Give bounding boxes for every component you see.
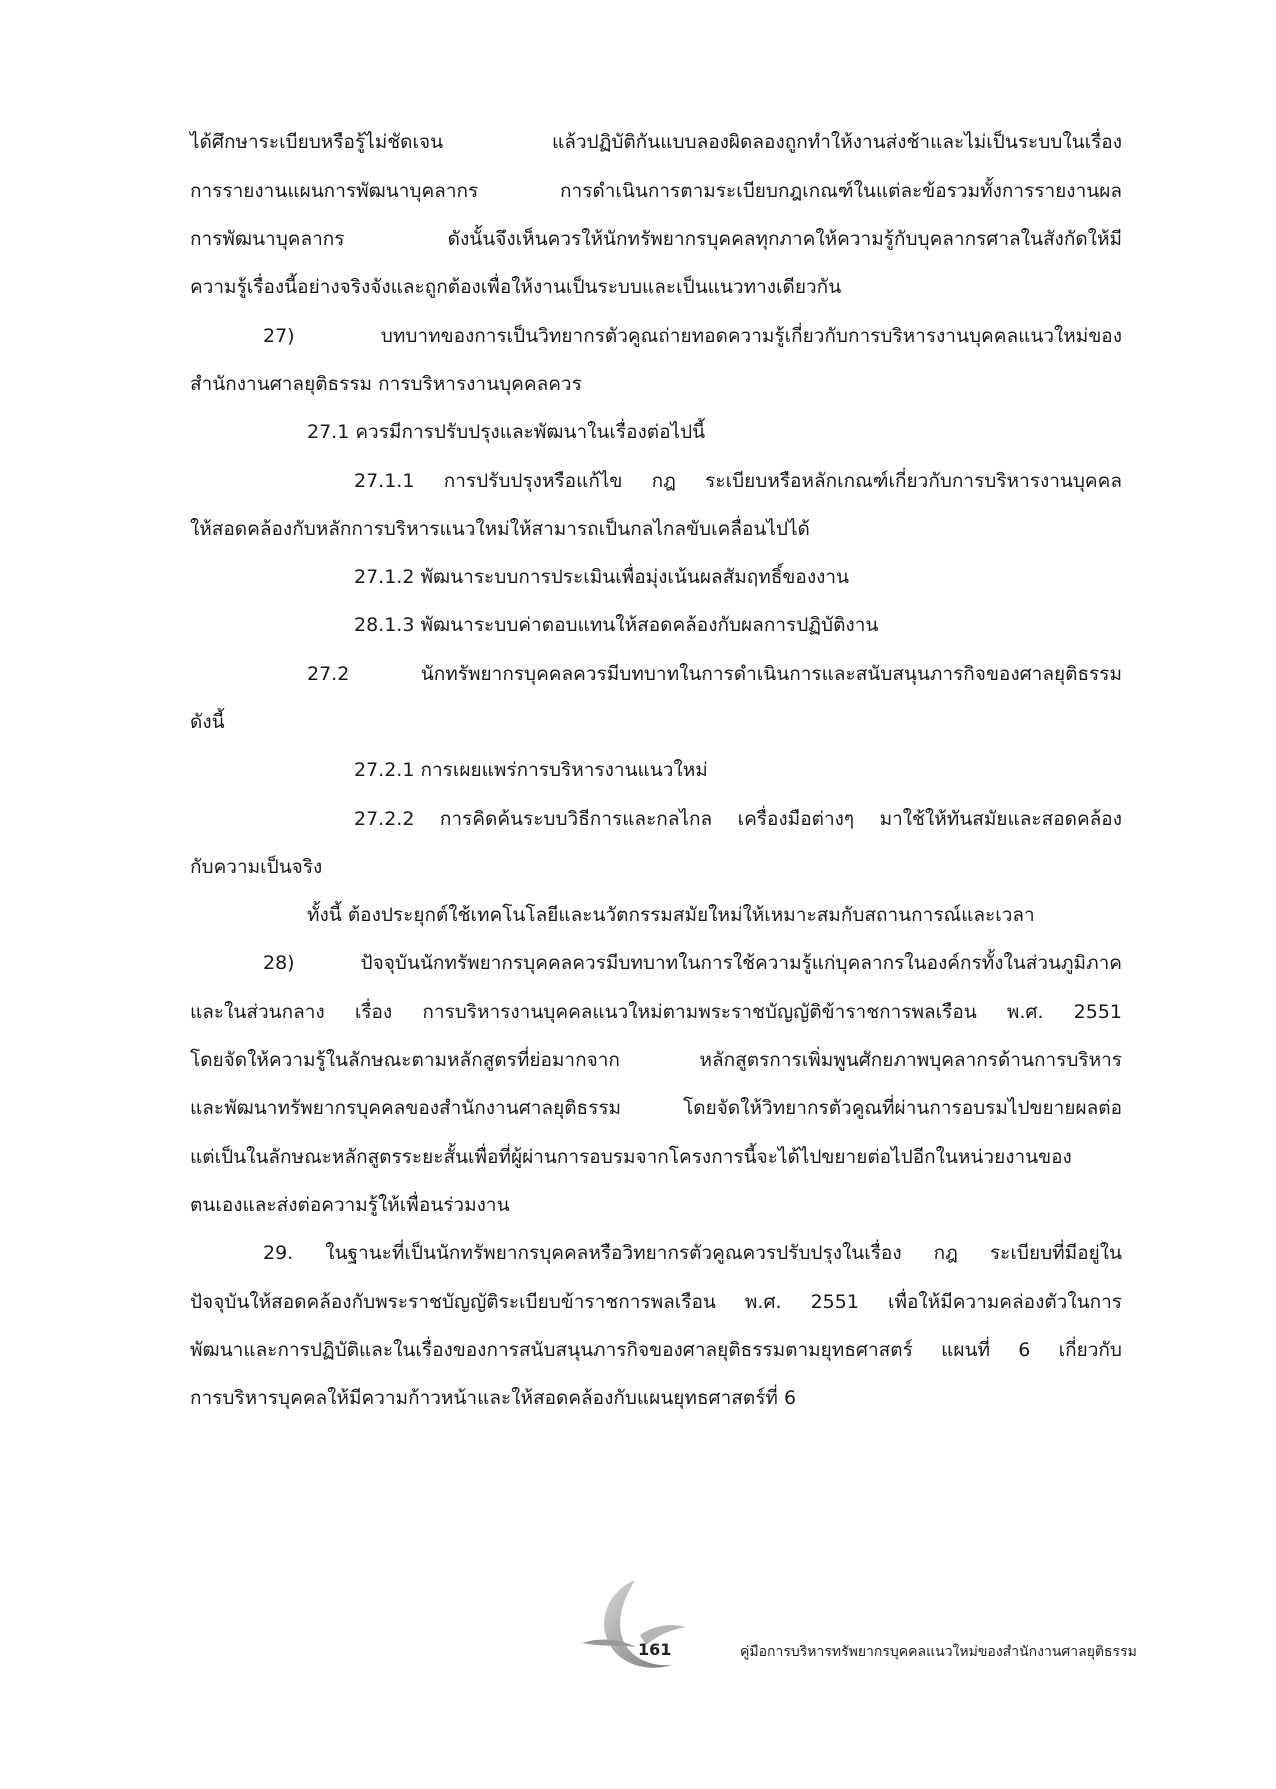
page-number: 161: [638, 1640, 672, 1659]
item-27-2-2: 27.2.2 การคิดค้นระบบวิธีการและกลไกล เครื่องมือต่างๆ มาใช้ให้ทันสมัยและสอดคล้อง: [354, 808, 1122, 830]
paragraph-line: ตนเองและส่งต่อความรู้ให้เพื่อนร่วมงาน: [190, 1194, 510, 1216]
paragraph-line: การบริหารบุคคลให้มีความก้าวหน้าและให้สอดคล้องกับแผนยุทธศาสตร์ที่ 6: [190, 1387, 797, 1409]
item-27-heading: 27) บทบาทของการเป็นวิทยากรตัวคูณถ่ายทอดความรู้เกี่ยวกับการบริหารงานบุคคลแนวใหม่ของ: [263, 325, 1122, 347]
paragraph-line: ได้ศึกษาระเบียบหรือรู้ไม่ชัดเจน แล้วปฏิบัติกันแบบลองผิดลองถูกทำให้งานส่งช้าและไม่เป็นระบบในเรื่อง: [190, 131, 1122, 153]
item-29-heading: 29. ในฐานะที่เป็นนักทรัพยากรบุคคลหรือวิทยากรตัวคูณควรปรับปรุงในเรื่อง กฎ ระเบียบที่มีอยู่ใน: [263, 1242, 1122, 1264]
item-28-1-3: 28.1.3 พัฒนาระบบค่าตอบแทนให้สอดคล้องกับผลการปฏิบัติงาน: [354, 614, 879, 636]
paragraph-line: โดยจัดให้ความรู้ในลักษณะตามหลักสูตรที่ย่อมากจาก หลักสูตรการเพิ่มพูนศักยภาพบุคลากรด้านการบริหาร: [190, 1049, 1122, 1071]
item-28-heading: 28) ปัจจุบันนักทรัพยากรบุคคลควรมีบทบาทในการใช้ความรู้แก่บุคลากรในองค์กรทั้งในส่วนภูมิภาค: [263, 952, 1122, 974]
swirl-logo-icon: [580, 1575, 690, 1685]
paragraph-line: แต่เป็นในลักษณะหลักสูตรระยะสั้นเพื่อที่ผู้ผ่านการอบรมจากโครงการนี้จะได้ไปขยายต่อไปอีกในหน่วยงานของ: [190, 1146, 1072, 1168]
paragraph-line: ความรู้เรื่องนี้อย่างจริงจังและถูกต้องเพื่อให้งานเป็นระบบและเป็นแนวทางเดียวกัน: [190, 276, 842, 298]
paragraph-line: ทั้งนี้ ต้องประยุกต์ใช้เทคโนโลยีและนวัตกรรมสมัยใหม่ให้เหมาะสมกับสถานการณ์และเวลา: [307, 904, 1035, 926]
paragraph-line: กับความเป็นจริง: [190, 856, 323, 878]
paragraph-line: และพัฒนาทรัพยากรบุคคลของสำนักงานศาลยุติธรรม โดยจัดให้วิทยากรตัวคูณที่ผ่านการอบรมไปขยายผลต่อ: [190, 1097, 1122, 1119]
item-27-1-heading: 27.1 ควรมีการปรับปรุงและพัฒนาในเรื่องต่อไปนี้: [307, 421, 706, 443]
paragraph-line: การพัฒนาบุคลากร ดังนั้นจึงเห็นควรให้นักทรัพยากรบุคคลทุกภาคให้ความรู้กับบุคลากรศาลในสังกัดให้มี: [190, 228, 1122, 250]
paragraph-line: และในส่วนกลาง เรื่อง การบริหารงานบุคคลแนวใหม่ตามพระราชบัญญัติข้าราชการพลเรือน พ.ศ. 2551: [190, 1001, 1122, 1023]
paragraph-line: ปัจจุบันให้สอดคล้องกับพระราชบัญญัติระเบียบข้าราชการพลเรือน พ.ศ. 2551 เพื่อให้มีความคล่องตัวในการ: [190, 1291, 1122, 1313]
paragraph-line: ดังนี้: [190, 711, 225, 733]
footer-title: คู่มือการบริหารทรัพยากรบุคคลแนวใหม่ของสำนักงานศาลยุติธรรม: [740, 1644, 1137, 1660]
paragraph-line: พัฒนาและการปฏิบัติและในเรื่องของการสนับสนุนภารกิจของศาลยุติธรรมตามยุทธศาสตร์ แผนที่ 6 เกี่ยวกับ: [190, 1339, 1122, 1361]
paragraph-line: สำนักงานศาลยุติธรรม การบริหารงานบุคคลควร: [190, 373, 582, 395]
item-27-1-2: 27.1.2 พัฒนาระบบการประเมินเพื่อมุ่งเน้นผลสัมฤทธิ์ของงาน: [354, 566, 850, 588]
paragraph-line: การรายงานแผนการพัฒนาบุคลากร การดำเนินการตามระเบียบกฎเกณฑ์ในแต่ละข้อรวมทั้งการรายงานผล: [190, 180, 1122, 202]
item-27-1-1: 27.1.1 การปรับปรุงหรือแก้ไข กฎ ระเบียบหรือหลักเกณฑ์เกี่ยวกับการบริหารงานบุคคล: [354, 470, 1122, 492]
item-27-2-heading: 27.2 นักทรัพยากรบุคคลควรมีบทบาทในการดำเนินการและสนับสนุนภารกิจของศาลยุติธรรม: [307, 663, 1122, 685]
item-27-2-1: 27.2.1 การเผยแพร่การบริหารงานแนวใหม่: [354, 759, 708, 781]
paragraph-line: ให้สอดคล้องกับหลักการบริหารแนวใหม่ให้สามารถเป็นกลไกลขับเคลื่อนไปได้: [190, 518, 810, 540]
